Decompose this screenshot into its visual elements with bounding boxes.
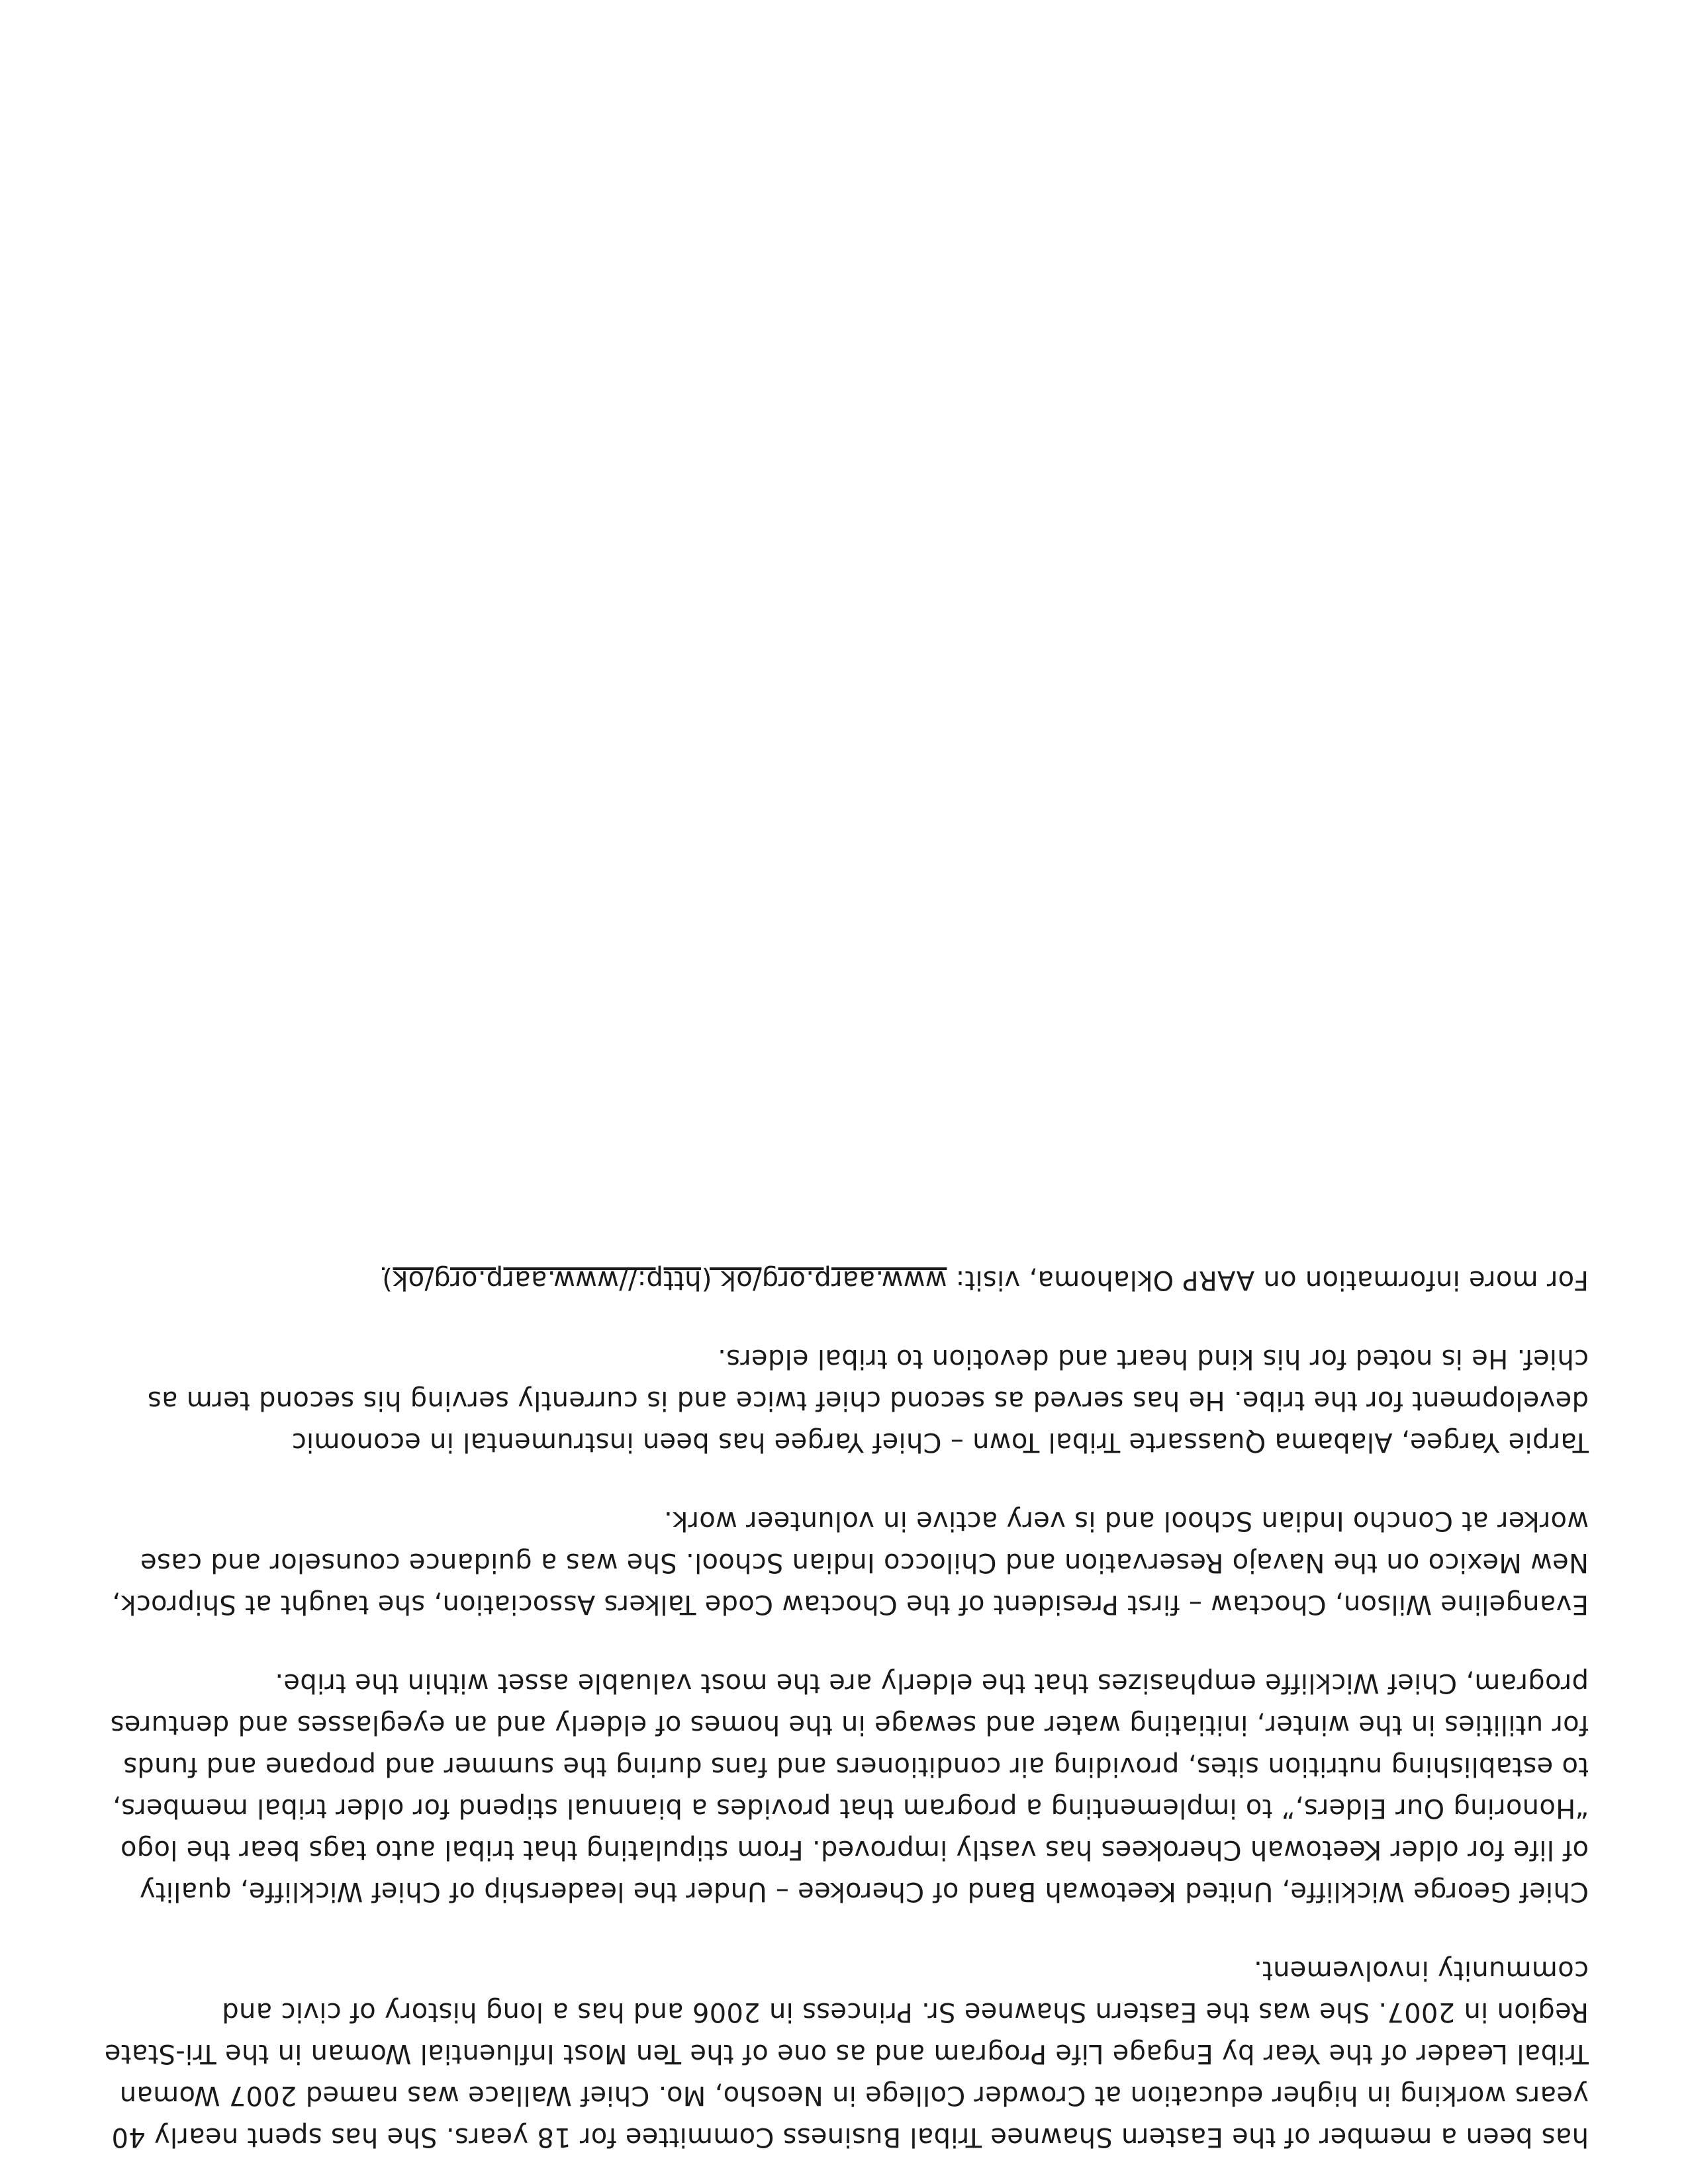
more-info-line <box>93 1259 1589 1300</box>
paragraph-yargee: Tarpie Yargee, Alabama Quassarte Tribal Town – Chief Yargee has been instrumental in economic development for the tribe. He has served as second chief twice and is currently serving his second term as chief. He is noted for his kind heart and devotion to tribal elders. <box>147 1343 1589 1457</box>
aarp-oklahoma-link[interactable]: www.aarp.org/ok (http://www.aarp.org/ok) <box>382 1265 947 1295</box>
paragraph-wickliffe: Chief George Wickliffe, United Keetowah Band of Cherokee – Under the leadership of Chief Wickliffe, quality of life for older Keetowah Cherokees has vastly improved. From stipulating that tribal auto tags bear the logo “Honoring Our Elders,” to implementing a program that provides a biannual stipend for older tribal members, to establishing nutrition sites, providing air conditioners and fans during the summer and propane and funds for utilities in the winter, initiating water and sewage in the homes of elderly and an eyeglasses and dentures program, Chief Wickliffe emphasizes that the elderly are the most valuable asset within the tribe. <box>110 1668 1589 1907</box>
paragraph-wallace: has been a member of the Eastern Shawnee Tribal Business Committee for 18 years. She has spent nearly 40 years working in higher education at Crowder College in Neosho, Mo. Chief Wallace was named 2007 Woman Tribal Leader of the Year by Engage Life Program and as one of the Ten Most Influential Woman in the Tri-State Region in 2007. She was the Eastern Shawnee Sr. Princess in 2006 and has a long history of civic and community involvement. <box>104 1955 1589 2152</box>
paragraph-wilson: Evangeline Wilson, Choctaw – first President of the Choctaw Code Talkers Association, she taught at Shiprock, New Mexico on the Navajo Reservation and Chilocco Indian School. She was a guidance counselor and case worker at Concho Indian School and is very active in volunteer work. <box>111 1506 1589 1619</box>
more-info-prefix: For more information on AARP Oklahoma, visit: <box>947 1265 1589 1295</box>
document-body <box>93 1259 1589 2158</box>
